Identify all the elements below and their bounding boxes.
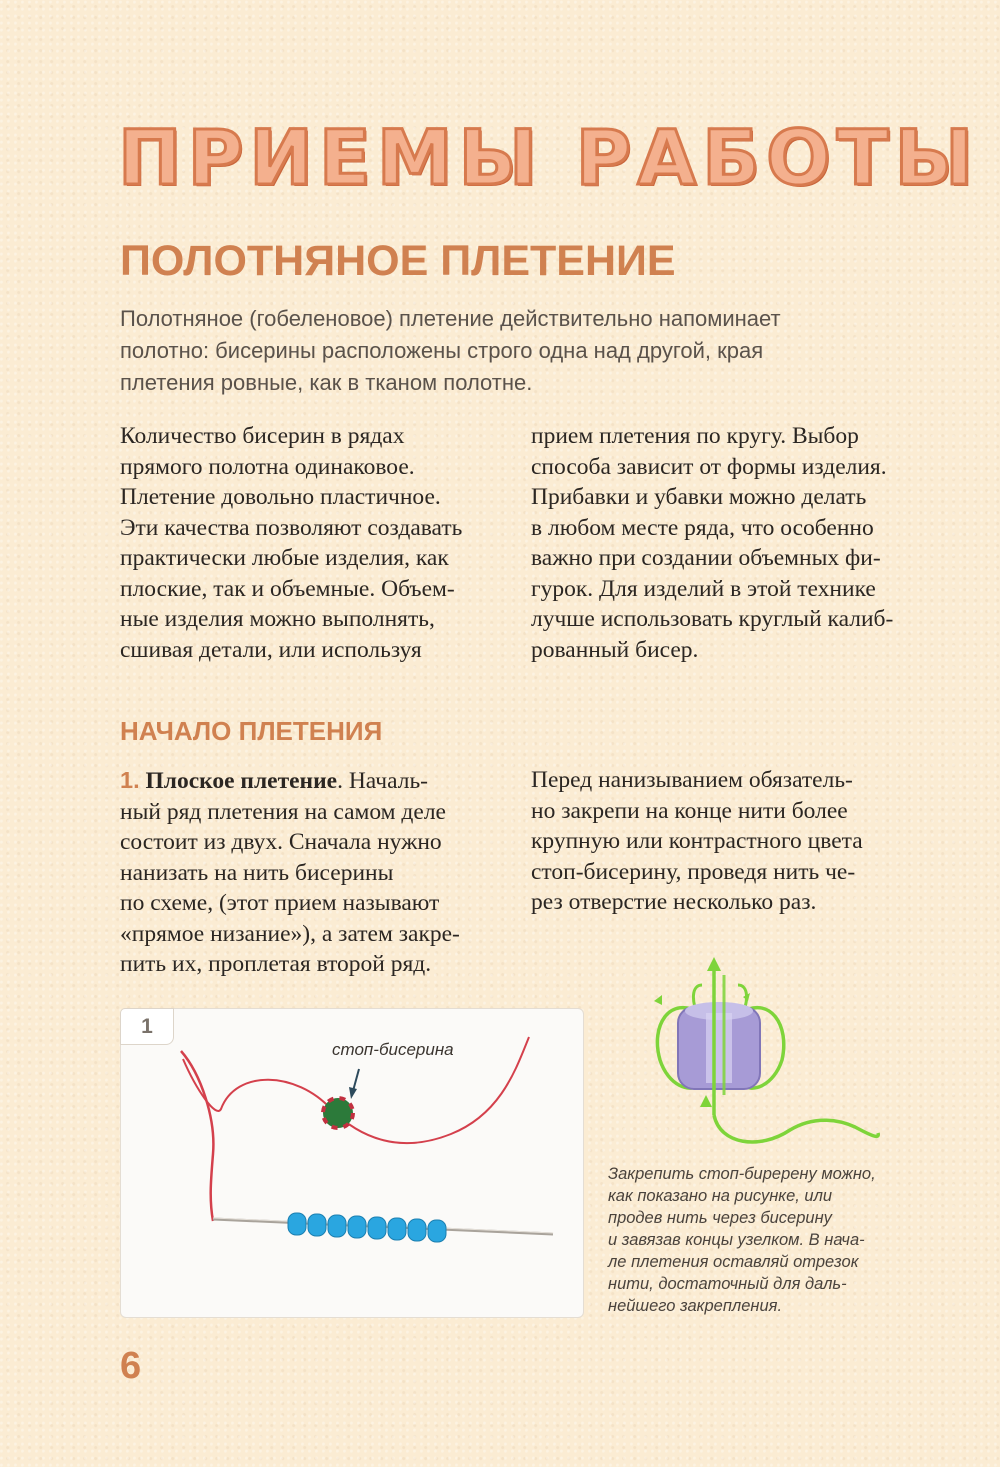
- caption-line: как показано на рисунке, или: [608, 1187, 833, 1205]
- intro-paragraph: [120, 303, 860, 399]
- body-column-left: [120, 421, 510, 665]
- body-line: практически любые изделия, как: [120, 545, 449, 571]
- intro-line: полотно: бисерины расположены строго одна над другой, края: [120, 338, 764, 363]
- page-number: 6: [120, 1345, 142, 1387]
- body-line: ные изделия можно выполнять,: [120, 606, 435, 632]
- arrow-up-icon: [707, 957, 721, 971]
- body-line: прямого полотна одинаковое.: [120, 453, 415, 480]
- body-line: Количество бисерин в рядах: [120, 423, 405, 449]
- diagram-bead-hole: [706, 1013, 732, 1083]
- stop-bead: [323, 1098, 353, 1128]
- step-column-right: [531, 765, 921, 918]
- blue-bead: [288, 1213, 306, 1235]
- caption-line: и завязав концы узелком. В нача-: [608, 1231, 865, 1249]
- step-number: 1.: [120, 767, 140, 793]
- body-line: гурок. Для изделий в этой технике: [531, 575, 876, 602]
- body-line: прием плетения по кругу. Выбор: [531, 423, 859, 449]
- body-line: Эти качества позволяют создавать: [120, 514, 463, 541]
- step-line: «прямое низание»), а затем закре-: [120, 920, 460, 947]
- body-line: плоские, так и объемные. Объем-: [120, 575, 455, 602]
- blue-bead: [428, 1220, 446, 1242]
- step-line: пить их, проплетая второй ряд.: [120, 951, 432, 977]
- step-line: состоит из двух. Сначала нужно: [120, 829, 442, 855]
- pointer-arrowhead: [349, 1087, 357, 1099]
- step-column-left: [120, 765, 510, 980]
- thread: [181, 1051, 213, 1221]
- arrow-up-icon: [700, 1095, 712, 1107]
- blue-bead: [408, 1219, 426, 1241]
- blue-bead: [308, 1214, 326, 1236]
- bead-diagram-icon: [640, 955, 890, 1155]
- blue-bead: [328, 1215, 346, 1237]
- step-right-line: рез отверстие несколько раз.: [531, 889, 817, 915]
- blue-bead: [388, 1218, 406, 1240]
- step-line: по схеме, (этот прием называют: [120, 890, 440, 916]
- intro-line: плетения ровные, как в тканом полотне.: [120, 370, 533, 395]
- body-line: лучше использовать круглый калиб-: [531, 606, 894, 632]
- step-line: нанизать на нить бисерины: [120, 859, 394, 886]
- page-title: ПРИЕМЫ РАБОТЫ: [118, 113, 980, 202]
- blue-bead: [368, 1217, 386, 1239]
- caption-line: ле плетения оставляй отрезок: [608, 1253, 859, 1271]
- subheading: НАЧАЛО ПЛЕТЕНИЯ: [120, 716, 383, 746]
- step-right-line: крупную или контрастного цвета: [531, 828, 863, 854]
- body-column-right: [531, 421, 921, 665]
- diagram-caption: [608, 1163, 928, 1317]
- pointer-line: [353, 1069, 359, 1091]
- body-line: в любом месте ряда, что особенно: [531, 514, 874, 541]
- blue-beads: [288, 1213, 446, 1242]
- stop-bead-label: стоп-бисерина: [332, 1040, 454, 1059]
- step-right-line: стоп-бисерину, проведя нить че-: [531, 858, 856, 885]
- body-line: важно при создании объемных фи-: [531, 545, 881, 571]
- caption-line: нити, достаточный для даль-: [608, 1275, 847, 1293]
- intro-line: Полотняное (гобеленовое) плетение действительно напоминает: [120, 306, 781, 331]
- step-line-rest: . Началь-: [337, 768, 428, 794]
- caption-line: нейшего закрепления.: [608, 1297, 783, 1315]
- caption-line: Закрепить стоп-биререну можно,: [608, 1165, 876, 1183]
- body-line: сшивая детали, или используя: [120, 636, 422, 663]
- arrow-icon: [654, 995, 662, 1005]
- step-first-line: [120, 765, 510, 797]
- step-right-line: но закрепи на конце нити более: [531, 797, 848, 824]
- diagram-tail: [714, 1115, 878, 1142]
- step-line: ный ряд плетения на самом деле: [120, 798, 446, 825]
- step-title: Плоское плетение: [145, 768, 338, 794]
- body-line: Плетение довольно пластичное.: [120, 484, 441, 510]
- body-line: рованный бисер.: [531, 636, 699, 663]
- section-heading: ПОЛОТНЯНОЕ ПЛЕТЕНИЕ: [120, 237, 676, 285]
- step-right-line: Перед нанизыванием обязатель-: [531, 767, 853, 793]
- blue-bead: [348, 1216, 366, 1238]
- figure-number: 1: [120, 1008, 174, 1045]
- body-line: Прибавки и убавки можно делать: [531, 484, 867, 510]
- caption-line: продев нить через бисерину: [608, 1209, 832, 1227]
- body-line: способа зависит от формы изделия.: [531, 453, 887, 480]
